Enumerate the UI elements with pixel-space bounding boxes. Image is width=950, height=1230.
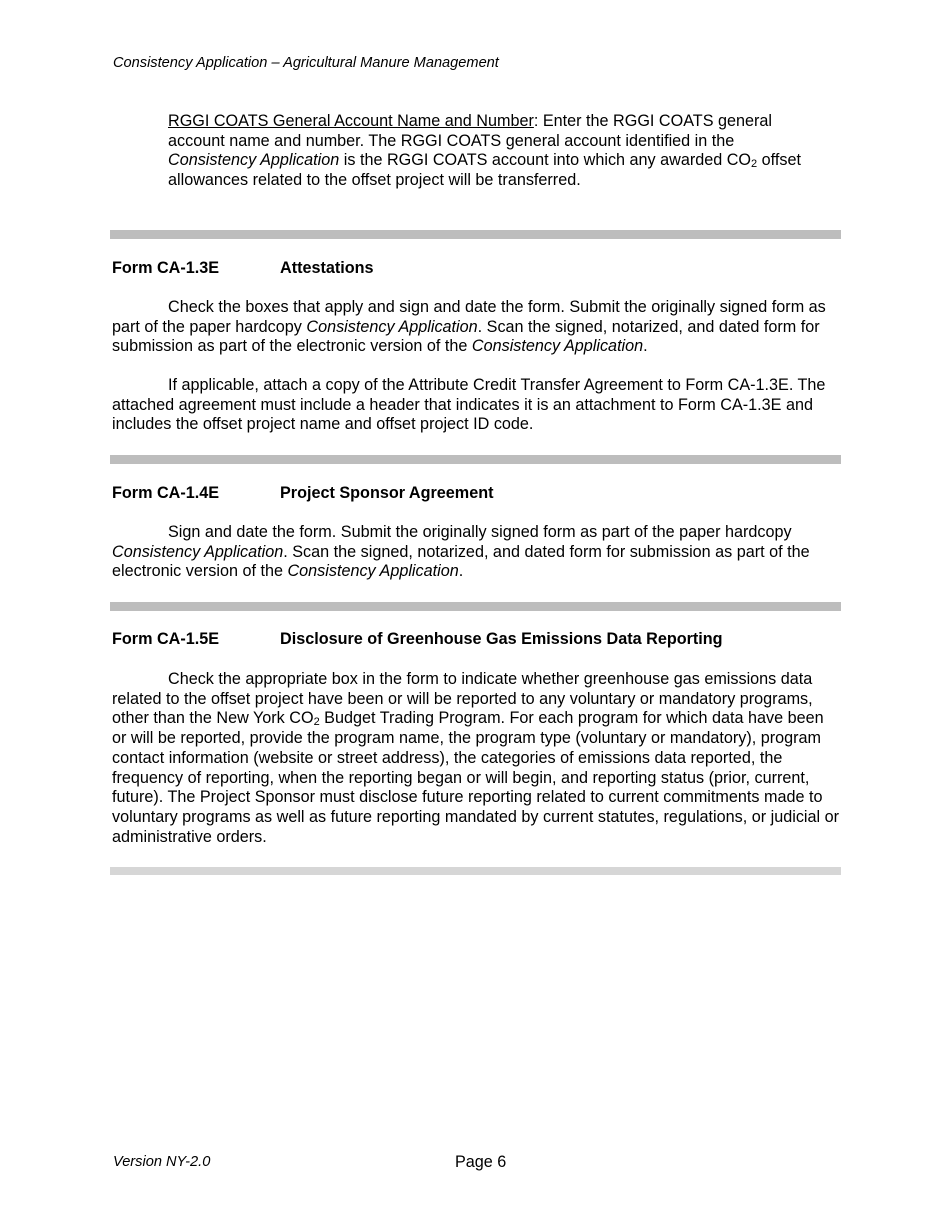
section-heading-ca-1-3e: Form CA-1.3E Attestations: [112, 259, 374, 277]
section-divider: [110, 602, 841, 611]
account-label: RGGI COATS General Account Name and Number: [168, 112, 534, 130]
footer-page-number: Page 6: [455, 1153, 507, 1171]
section-heading-ca-1-5e: Form CA-1.5E Disclosure of Greenhouse Gas Emissions Data Reporting: [112, 630, 723, 648]
section-heading-ca-1-4e: Form CA-1.4E Project Sponsor Agreement: [112, 484, 494, 502]
attestations-paragraph-2: If applicable, attach a copy of the Attribute Credit Transfer Agreement to Form CA-1.3E. The attached agreement must include a header that indicates it is an attachment to Form CA-1.3E and includes the offset project name and offset project ID code.: [112, 376, 826, 434]
section-divider: [110, 455, 841, 464]
footer-version: Version NY-2.0: [113, 1154, 211, 1170]
disclosure-paragraph: Check the appropriate box in the form to indicate whether greenhouse gas emissions data related to the offset project have been or will be reported to any voluntary or mandatory programs, other than the New York $CO_2$ Budget Trading Program. For each program for which data have been or will be reported, provide the program name, the program type (voluntary or mandatory), program contact information (website or street address), the categories of emissions data reported, the frequency of reporting, when the reporting began or will begin, and reporting status (prior, current, future). The Project Sponsor must disclose future reporting related to current commitments made to voluntary programs as well as future reporting mandated by current statutes, regulations, or judicial or administrative orders.: [112, 670, 839, 846]
attestations-paragraph-1: Check the boxes that apply and sign and date the form. Submit the originally signed form as part of the paper hardcopy Consistency Application. Scan the signed, notarized, and dated form for submission as part of the electronic version of the Consistency Application.: [112, 298, 826, 356]
section-divider: [110, 867, 841, 875]
running-header: Consistency Application – Agricultural Manure Management: [113, 55, 499, 71]
section-divider: [110, 230, 841, 239]
account-instructions: RGGI COATS General Account Name and Number: Enter the RGGI COATS general account name and number. The RGGI COATS general account identified in the Consistency Application is the RGGI COATS account into which any awarded $CO_2$ offset allowances related to the offset project will be transferred.: [168, 112, 801, 189]
sponsor-agreement-paragraph: Sign and date the form. Submit the originally signed form as part of the paper hardcopy Consistency Application. Scan the signed, notarized, and dated form for submission as part of the electronic version of the Consistency Application.: [112, 523, 810, 581]
